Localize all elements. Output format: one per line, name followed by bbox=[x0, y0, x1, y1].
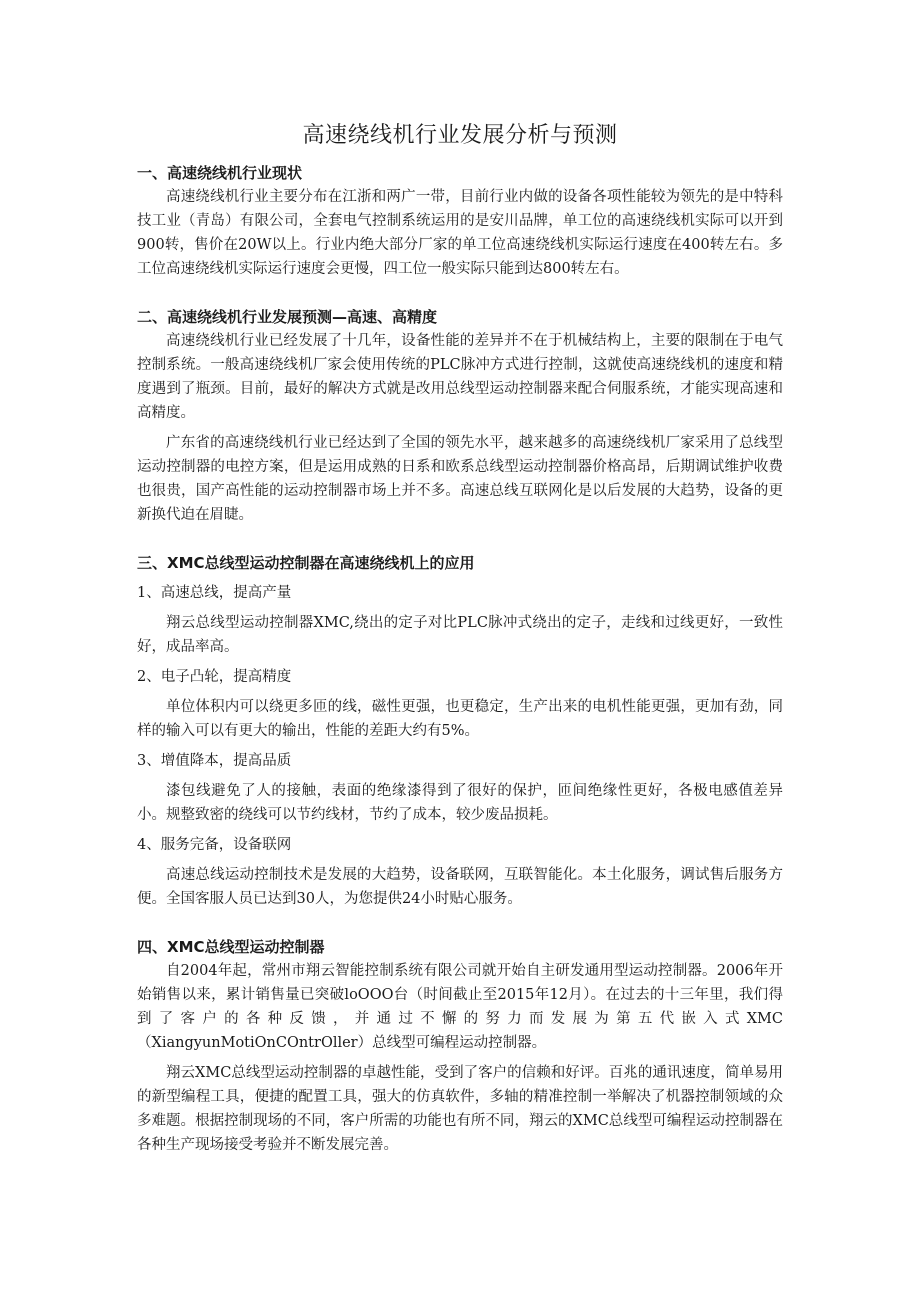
paragraph: 单位体积内可以绕更多匝的线，磁性更强，也更稳定，生产出来的电机性能更强，更加有劲，同样的输入可以有更大的输出，性能的差距大约有5%。 bbox=[137, 699, 783, 739]
paragraph: 高速总线运动控制技术是发展的大趋势，设备联网，互联智能化。本土化服务，调试售后服务方便。全国客服人员已达到30人，为您提供24小时贴心服务。 bbox=[137, 867, 783, 907]
subheading: 4、服务完备，设备联网 bbox=[137, 837, 292, 853]
subheading: 3、增值降本，提高品质 bbox=[137, 753, 292, 769]
section-heading-3: 三、XMC总线型运动控制器在高速绕线机上的应用 bbox=[137, 554, 475, 572]
paragraph: 翔云总线型运动控制器XMC,绕出的定子对比PLC脉冲式绕出的定子，走线和过线更好，一致性好，成品率高。 bbox=[137, 615, 783, 655]
paragraph: 漆包线避免了人的接触，表面的绝缘漆得到了很好的保护，匝间绝缘性更好，各极电感值差异小。规整致密的绕线可以节约线材，节约了成本，较少废品损耗。 bbox=[137, 783, 783, 823]
paragraph: 高速绕线机行业已经发展了十几年，设备性能的差异并不在于机械结构上，主要的限制在于电气控制系统。一般高速绕线机厂家会使用传统的PLC脉冲方式进行控制，这就使高速绕线机的速度和精度遇到了瓶颈。目前，最好的解决方式就是改用总线型运动控制器来配合伺服系统，才能实现高速和高精度。 bbox=[137, 333, 783, 421]
section-heading-1: 一、高速绕线机行业现状 bbox=[137, 164, 303, 182]
subheading: 2、电子凸轮，提高精度 bbox=[137, 669, 292, 685]
paragraph: 自2004年起，常州市翔云智能控制系统有限公司就开始自主研发通用型运动控制器。2006年开始销售以来，累计销售量已突破loOOO台（时间截止至2015年12月）。在过去的十三年里，我们得到了客户的各种反馈，并通过不懈的努力而发展为第五代嵌入式XMC（XiangyunMotiOnCOntrOller）总线型可编程运动控制器。 bbox=[137, 963, 783, 1051]
paragraph: 高速绕线机行业主要分布在江浙和两广一带，目前行业内做的设备各项性能较为领先的是中特科技工业（青岛）有限公司，全套电气控制系统运用的是安川品牌，单工位的高速绕线机实际可以开到900转，售价在20W以上。行业内绝大部分厂家的单工位高速绕线机实际运行速度在400转左右。多工位高速绕线机实际运行速度会更慢，四工位一般实际只能到达800转左右。 bbox=[137, 189, 783, 277]
paragraph: 广东省的高速绕线机行业已经达到了全国的领先水平，越来越多的高速绕线机厂家采用了总线型运动控制器的电控方案，但是运用成熟的日系和欧系总线型运动控制器价格高昂，后期调试维护收费也很贵，国产高性能的运动控制器市场上并不多。高速总线互联网化是以后发展的大趋势，设备的更新换代迫在眉睫。 bbox=[137, 435, 783, 523]
document-title: 高速绕线机行业发展分析与预测 bbox=[302, 123, 618, 148]
subheading: 1、高速总线，提高产量 bbox=[137, 585, 292, 601]
section-heading-4: 四、XMC总线型运动控制器 bbox=[137, 938, 325, 956]
paragraph: 翔云XMC总线型运动控制器的卓越性能，受到了客户的信赖和好评。百兆的通讯速度，简单易用的新型编程工具，便捷的配置工具，强大的仿真软件，多轴的精准控制一举解决了机器控制领域的众多难题。根据控制现场的不同，客户所需的功能也有所不同，翔云的XMC总线型可编程运动控制器在各种生产现场接受考验并不断发展完善。 bbox=[137, 1065, 783, 1153]
section-heading-2: 二、高速绕线机行业发展预测—高速、高精度 bbox=[137, 308, 438, 326]
